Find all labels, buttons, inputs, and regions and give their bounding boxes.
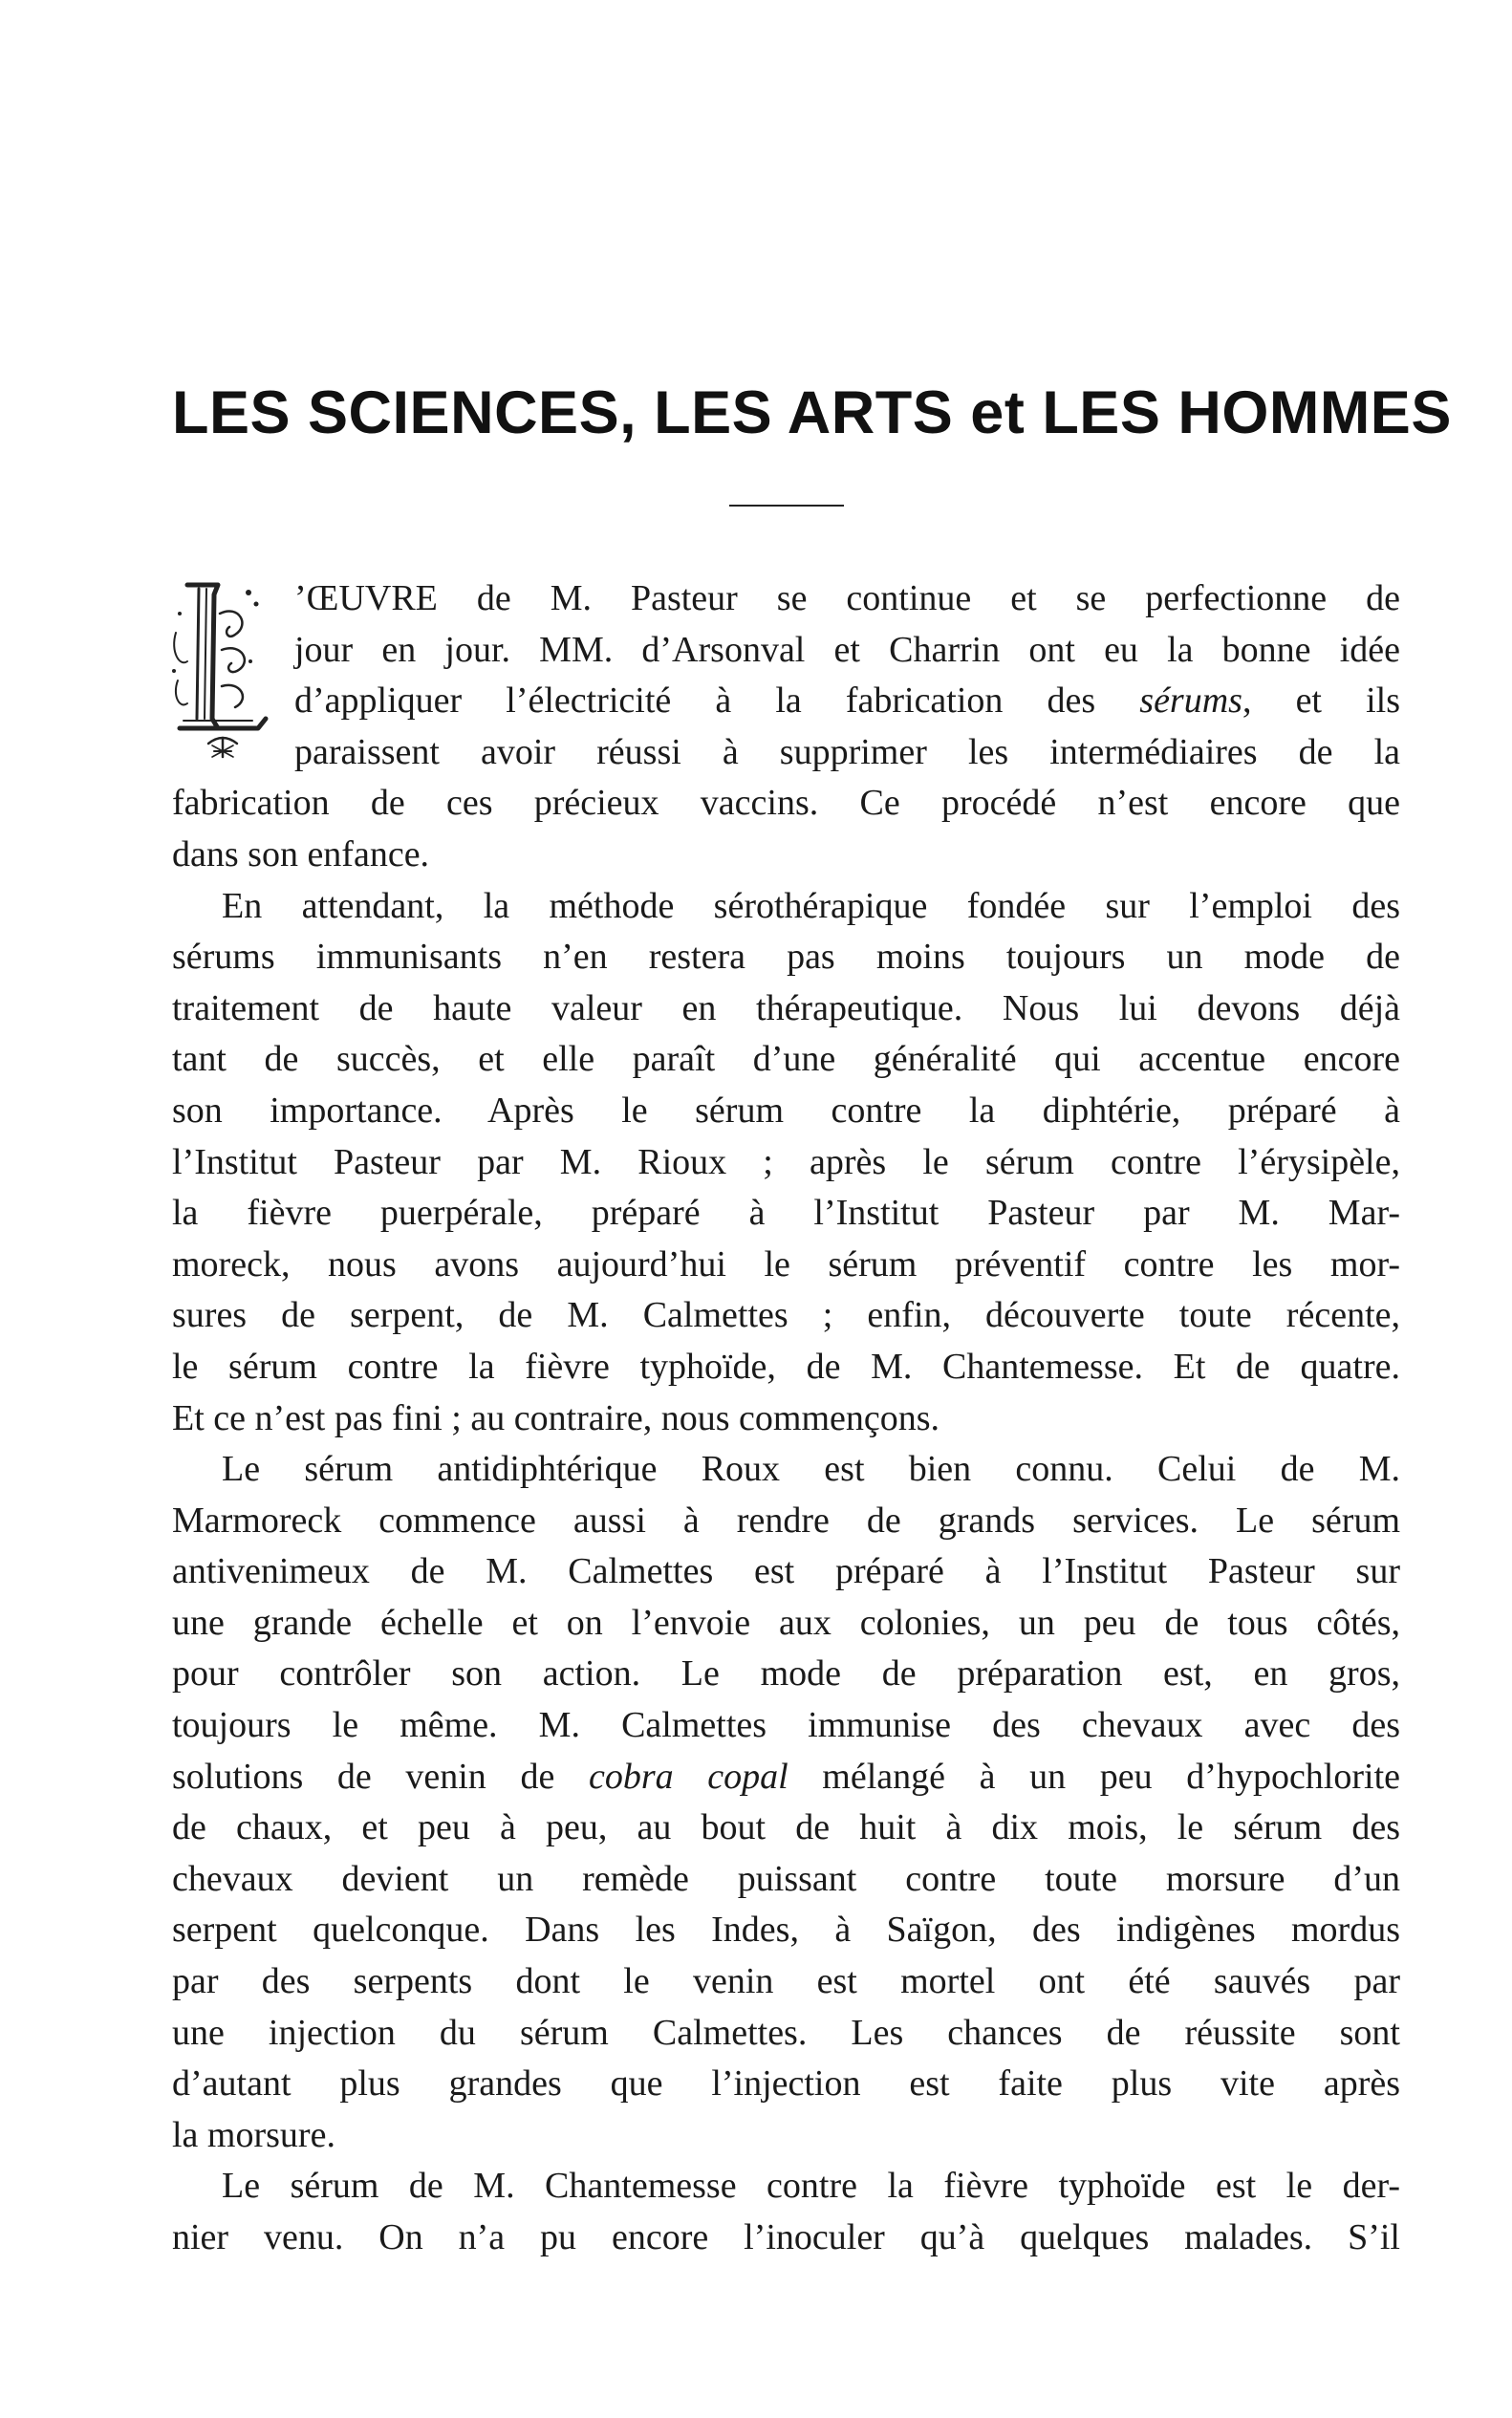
text-line: antivenimeux de M. Calmettes est préparé à l’Institut Pasteur sur: [172, 1551, 1400, 1592]
text-line: sures de serpent, de M. Calmettes ; enfin, découverte toute récente,: [172, 1295, 1400, 1336]
text-line: Marmoreck commence aussi à rendre de grands services. Le sérum: [172, 1500, 1400, 1541]
paragraph: [172, 881, 1400, 1445]
text-line: une grande échelle et on l’envoie aux colonies, un peu de tous côtés,: [172, 1602, 1400, 1643]
text-line: tant de succès, et elle paraît d’une généralité qui accentue encore: [172, 1039, 1400, 1080]
text-line: Le sérum de M. Chantemesse contre la fièvre typhoïde est le der-: [222, 2166, 1400, 2207]
italic-term: cobra copal: [588, 1756, 788, 1797]
text-line: dans son enfance.: [172, 833, 430, 874]
text-line: son importance. Après le sérum contre la diphtérie, préparé à: [172, 1090, 1400, 1131]
paragraph: [172, 573, 1400, 881]
paragraph: [172, 1444, 1400, 2161]
text-line: sérums immunisants n’en restera pas moins toujours un mode de: [172, 937, 1400, 978]
title-rule: [729, 505, 844, 507]
text-line: toujours le même. M. Calmettes immunise des chevaux avec des: [172, 1705, 1400, 1746]
text-line: fabrication de ces précieux vaccins. Ce procédé n’est encore que: [172, 783, 1400, 824]
text-line: d’autant plus grandes que l’injection est faite plus vite après: [172, 2063, 1400, 2105]
text-line: ’ŒUVRE de M. Pasteur se continue et se perfectionne de: [294, 578, 1400, 618]
text-line: le sérum contre la fièvre typhoïde, de M. Chantemesse. Et de quatre.: [172, 1346, 1400, 1387]
text-line: nier venu. On n’a pu encore l’inoculer qu’à quelques malades. S’il: [172, 2217, 1400, 2257]
text-line: En attendant, la méthode sérothérapique fondée sur l’emploi des: [222, 885, 1400, 926]
text-line: jour en jour. MM. d’Arsonval et Charrin ont eu la bonne idée: [294, 629, 1400, 670]
text-line: la fièvre puerpérale, préparé à l’Institut Pasteur par M. Mar-: [172, 1193, 1400, 1234]
article-body: [172, 573, 1400, 2264]
text-line: par des serpents dont le venin est mortel ont été sauvés par: [172, 1961, 1400, 2002]
text-run: solutions de venin de: [172, 1756, 589, 1797]
text-line: paraissent avoir réussi à supprimer les intermédiaires de la: [294, 731, 1400, 772]
text-line: Le sérum antidiphtérique Roux est bien connu. Celui de M.: [222, 1449, 1400, 1490]
paragraph: [172, 2161, 1400, 2263]
text-line: [172, 1752, 1400, 1803]
text-line: l’Institut Pasteur par M. Rioux ; après le sérum contre l’érysipèle,: [172, 1141, 1400, 1182]
page-title: LES SCIENCES, LES ARTS et LES HOMMES: [172, 379, 1452, 446]
text-line: pour contrôler son action. Le mode de préparation est, en gros,: [172, 1653, 1400, 1695]
text-line: serpent quelconque. Dans les Indes, à Saïgon, des indigènes mordus: [172, 1910, 1400, 1951]
text-line: [172, 676, 1400, 727]
text-run: mélangé à un peu d’hypochlorite: [788, 1756, 1401, 1797]
text-line: Et ce n’est pas fini ; au contraire, nous commençons.: [172, 1397, 940, 1438]
text-line: une injection du sérum Calmettes. Les chances de réussite sont: [172, 2012, 1400, 2053]
text-line: la morsure.: [172, 2114, 335, 2155]
text-run: d’appliquer l’électricité à la fabrication des: [294, 680, 1140, 722]
italic-term: sérums: [1139, 680, 1242, 722]
text-line: chevaux devient un remède puissant contre toute morsure d’un: [172, 1858, 1400, 1899]
text-line: traitement de haute valeur en thérapeutique. Nous lui devons déjà: [172, 987, 1400, 1028]
text-line: moreck, nous avons aujourd’hui le sérum préventif contre les mor-: [172, 1243, 1400, 1285]
text-line: de chaux, et peu à peu, au bout de huit à dix mois, le sérum des: [172, 1807, 1400, 1848]
text-run: , et ils: [1242, 680, 1400, 722]
